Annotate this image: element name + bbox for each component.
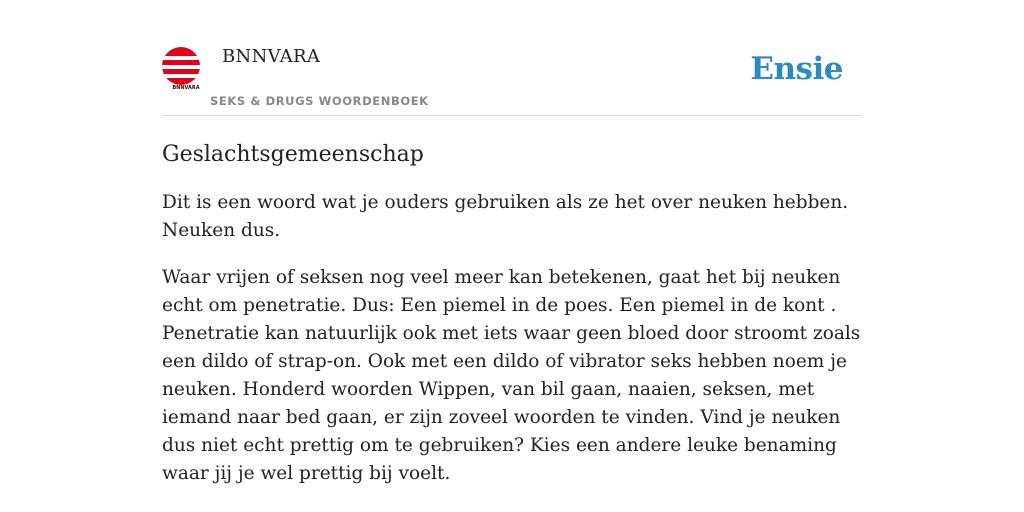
definition-paragraph: Dit is een woord wat je ouders gebruiken als ze het over neuken hebben. Neuken dus. (162, 192, 849, 241)
page (162, 0, 862, 488)
logo-wordmark: BNNVARA (172, 85, 200, 91)
term-title: Geslachtsgemeenschap (162, 142, 424, 167)
definition (162, 189, 862, 488)
dictionary-name[interactable]: SEKS & DRUGS WOORDENBOEK (210, 94, 429, 108)
bnnvara-logo[interactable] (162, 47, 200, 91)
definition-paragraph: Waar vrijen of seksen nog veel meer kan betekenen, gaat het bij neuken echt om penetratie. Dus: Een piemel in de poes. Een piemel in de kont . Penetratie kan natuurlijk ook met iets waar geen bloed door stroomt zoals een dildo of strap-on. Ook met een dildo of vibrator seks hebben noem je neuken. Honderd woorden Wippen, van bil gaan, naaien, seksen, met iemand naar bed gaan, er zijn zoveel woorden te vinden. Vind je neuken dus niet echt prettig om te gebruiken? Kies een andere leuke benaming waar jij je wel prettig bij voelt. (162, 267, 861, 484)
publisher-name[interactable]: BNNVARA (222, 46, 321, 67)
ensie-brand-link[interactable]: Ensie (750, 51, 843, 87)
header (162, 0, 862, 116)
